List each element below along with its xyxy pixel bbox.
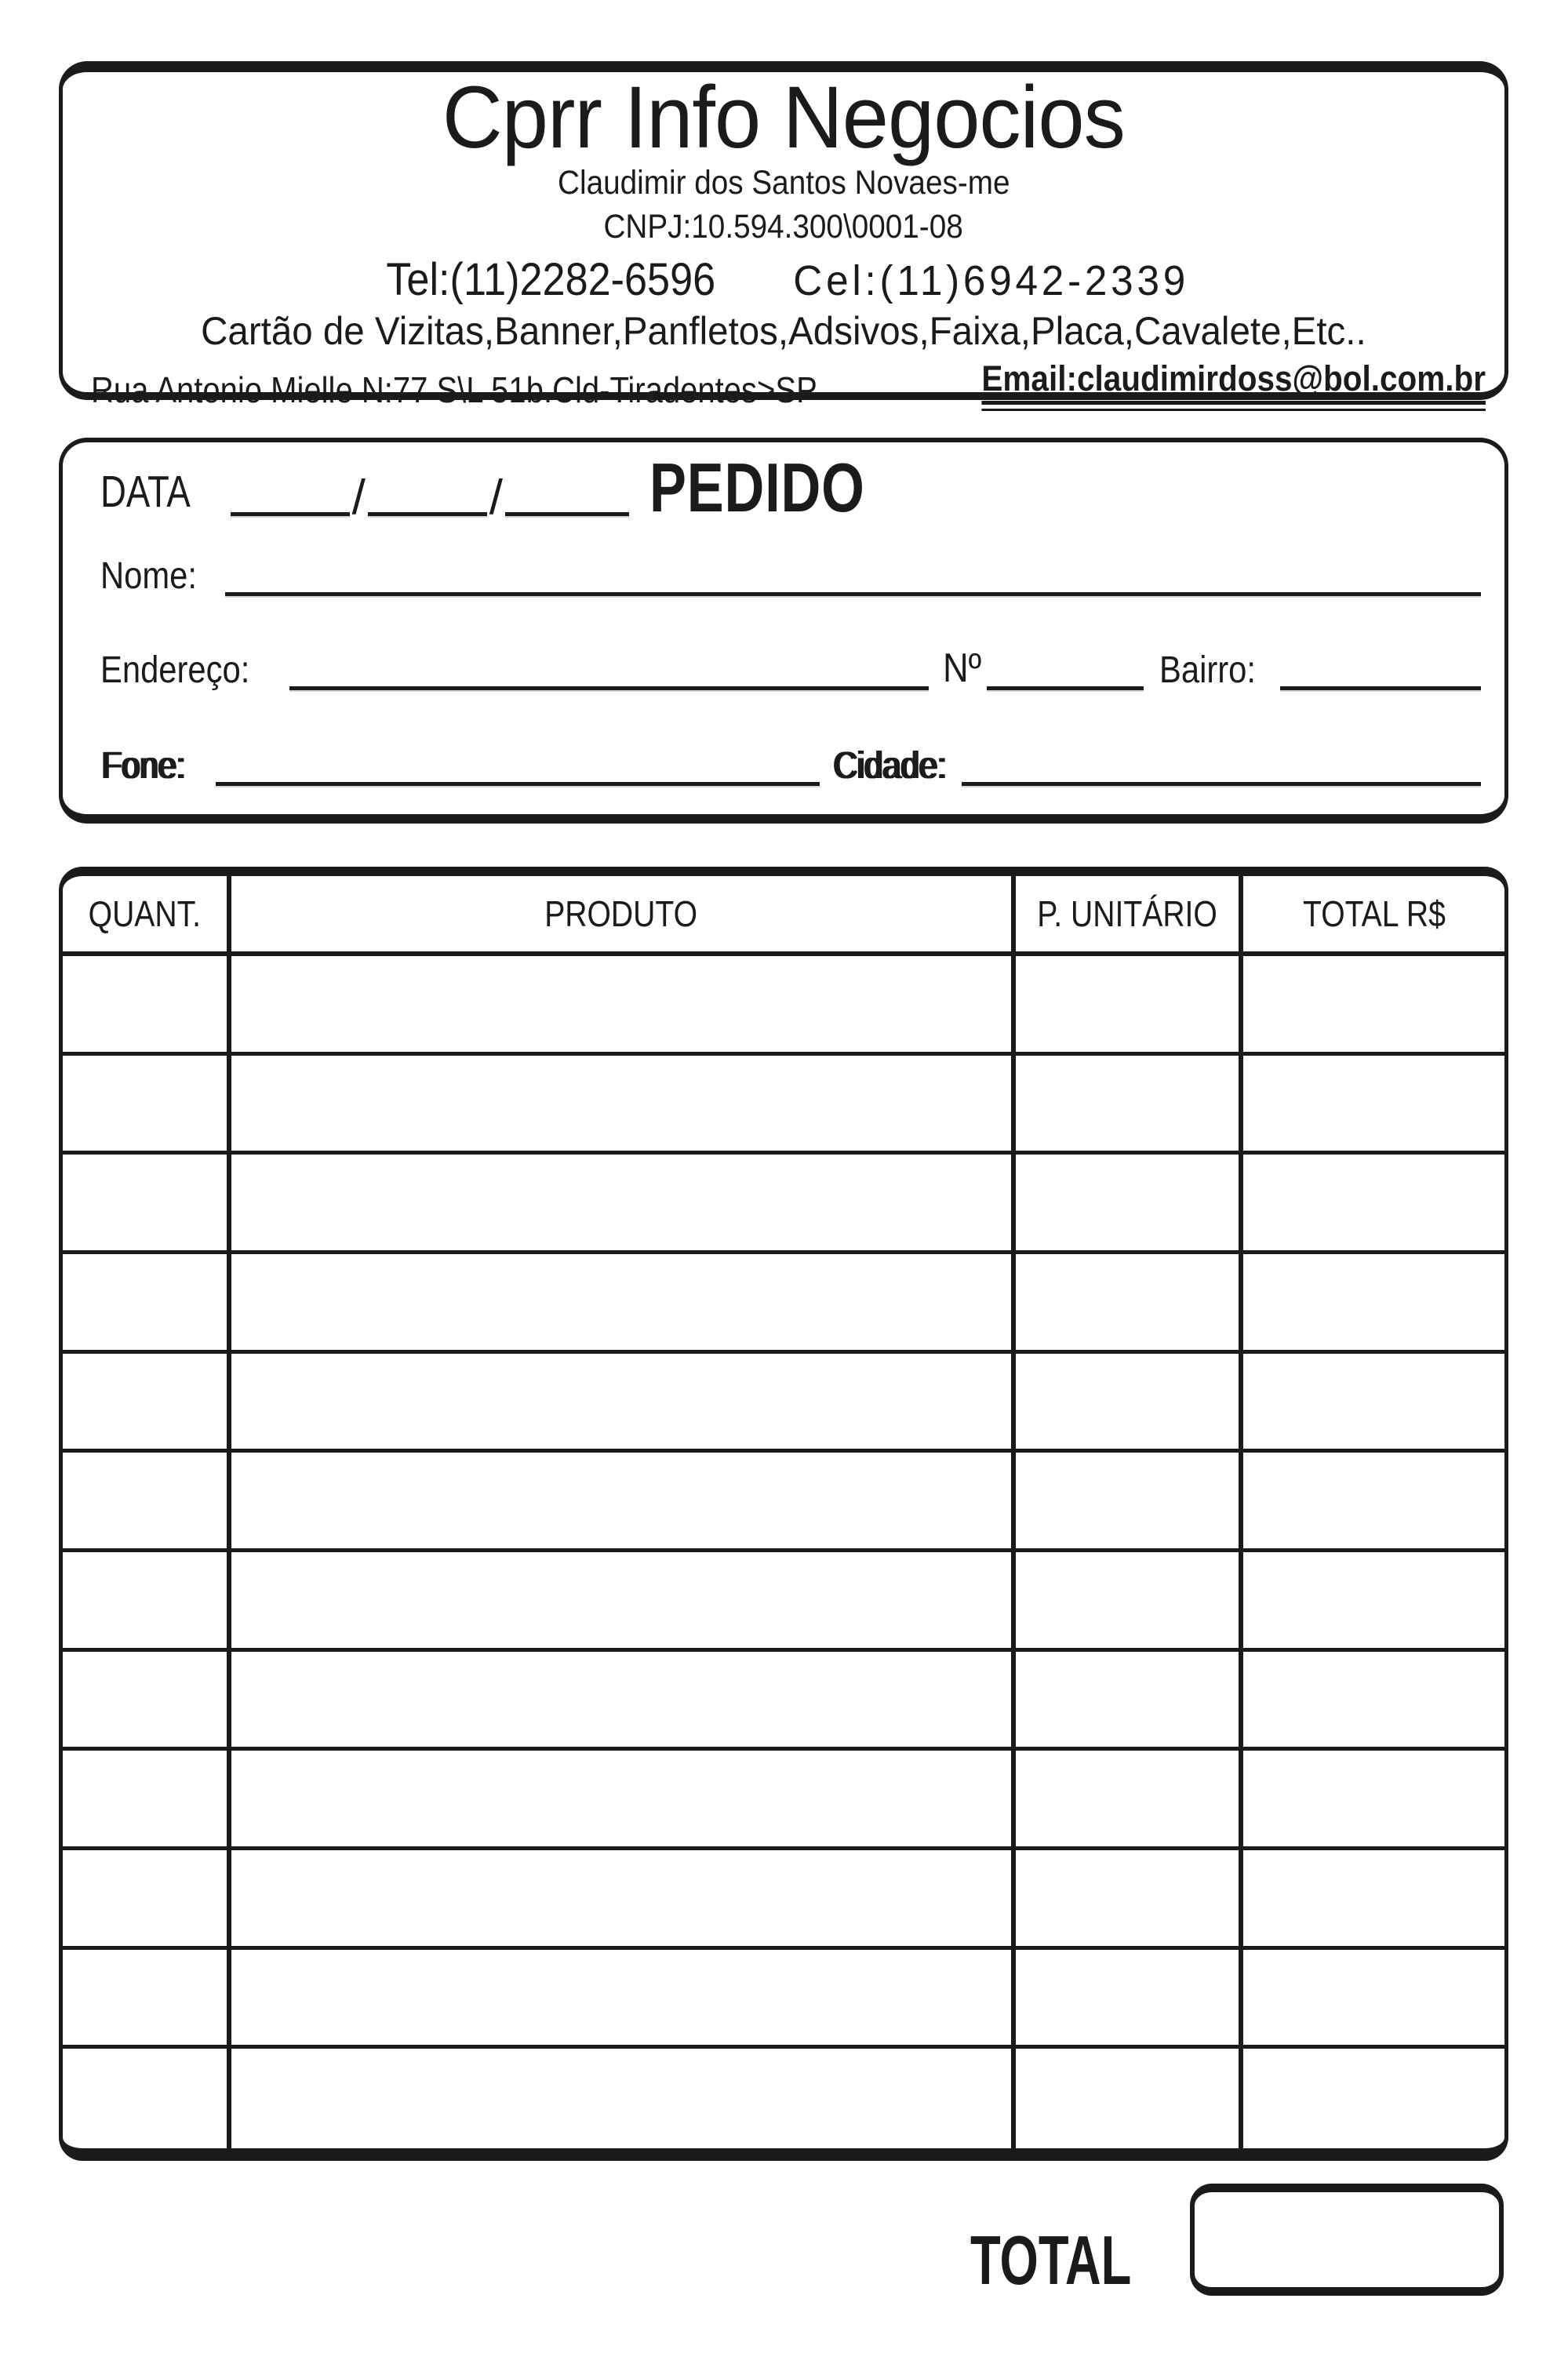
phone-label: Fone: [100,744,184,787]
district-field[interactable] [1280,645,1481,690]
date-day-field[interactable] [231,460,350,516]
table-cell[interactable] [1243,956,1504,1056]
table-cell[interactable] [231,1652,1016,1751]
table-cell[interactable] [1016,1453,1243,1552]
table-cell[interactable] [1016,1652,1243,1751]
table-cell[interactable] [63,1552,231,1652]
table-cell[interactable] [63,2049,231,2148]
form-title: PEDIDO [649,449,865,526]
table-cell[interactable] [1243,1850,1504,1950]
table-cell[interactable] [63,1850,231,1950]
total-label: TOTAL [970,2221,1132,2299]
date-row [100,460,629,526]
table-cell[interactable] [231,956,1016,1056]
table-cell[interactable] [63,1155,231,1254]
company-phones [368,253,1199,306]
table-cell[interactable] [1243,1155,1504,1254]
table-cell[interactable] [63,1652,231,1751]
table-cell[interactable] [231,1751,1016,1850]
table-cell[interactable] [231,1354,1016,1453]
company-services: Cartão de Vizitas,Banner,Panfletos,Adsivos,Faixa,Placa,Cavalete,Etc.. [201,309,1366,354]
phone-field[interactable] [216,744,820,786]
date-label: DATA [100,467,191,518]
company-email: Email:claudimirdoss@bol.com.br [982,358,1486,411]
table-cell[interactable] [1016,1254,1243,1354]
table-cell[interactable] [1016,1850,1243,1950]
table-cell[interactable] [1243,2049,1504,2148]
order-info-box [59,438,1508,824]
table-cell[interactable] [63,1751,231,1850]
table-cell[interactable] [1243,1354,1504,1453]
name-field[interactable] [225,557,1481,596]
date-slash: / [351,471,366,526]
date-month-field[interactable] [368,460,487,516]
name-row [100,557,1481,596]
table-cell[interactable] [1016,956,1243,1056]
table-cell[interactable] [231,1254,1016,1354]
company-name: Cprr Info Negocios [442,68,1125,166]
name-label: Nome: [100,555,197,597]
table-cell[interactable] [63,1453,231,1552]
total-amount-box[interactable] [1190,2184,1504,2296]
items-table [59,867,1508,2161]
city-field[interactable] [962,744,1481,786]
table-cell[interactable] [63,1354,231,1453]
address-field[interactable] [289,645,929,690]
table-cell[interactable] [1016,1751,1243,1850]
company-header-box [59,61,1508,410]
table-cell[interactable] [1016,1354,1243,1453]
district-label: Bairro: [1159,649,1257,691]
column-header-quant: QUANT. [63,876,231,956]
table-cell[interactable] [1016,2049,1243,2148]
phone-row [100,744,1481,786]
table-cell[interactable] [63,1056,231,1155]
table-cell[interactable] [1243,1453,1504,1552]
table-cell[interactable] [63,1950,231,2049]
company-owner: Claudimir dos Santos Novaes-me [557,164,1010,202]
table-cell[interactable] [231,1552,1016,1652]
table-cell[interactable] [1243,1552,1504,1652]
address-label: Endereço: [100,649,250,691]
column-header-punitario: P. UNITÁRIO [1016,876,1243,956]
column-header-total: TOTAL R$ [1243,876,1504,956]
phone-tel: Tel:(11)2282-6596 [386,254,716,306]
table-cell[interactable] [231,1453,1016,1552]
table-cell[interactable] [231,1850,1016,1950]
table-cell[interactable] [231,2049,1016,2148]
address-row [100,645,1481,690]
table-cell[interactable] [63,1254,231,1354]
number-label: Nº [942,646,982,692]
column-header-produto: PRODUTO [231,876,1016,956]
table-cell[interactable] [1016,1552,1243,1652]
phone-cel: Cel:(11)6942-2339 [792,257,1189,305]
table-cell[interactable] [231,1950,1016,2049]
city-label: Cidade: [831,744,945,787]
table-cell[interactable] [231,1056,1016,1155]
number-field[interactable] [987,645,1144,690]
table-cell[interactable] [1243,1652,1504,1751]
table-cell[interactable] [1243,1254,1504,1354]
table-cell[interactable] [1243,1950,1504,2049]
table-cell[interactable] [1016,1056,1243,1155]
company-address-row [63,358,1504,411]
company-cnpj: CNPJ:10.594.300\0001-08 [603,207,964,245]
table-cell[interactable] [1016,1155,1243,1254]
date-slash: / [489,471,504,526]
company-address: Rua Antonio Mielle N:77 S\L 51b.Cld-Tiradentes>SP [91,369,817,410]
date-year-field[interactable] [505,460,629,516]
table-cell[interactable] [1243,1056,1504,1155]
table-cell[interactable] [231,1155,1016,1254]
table-cell[interactable] [63,956,231,1056]
table-cell[interactable] [1243,1751,1504,1850]
table-cell[interactable] [1016,1950,1243,2049]
